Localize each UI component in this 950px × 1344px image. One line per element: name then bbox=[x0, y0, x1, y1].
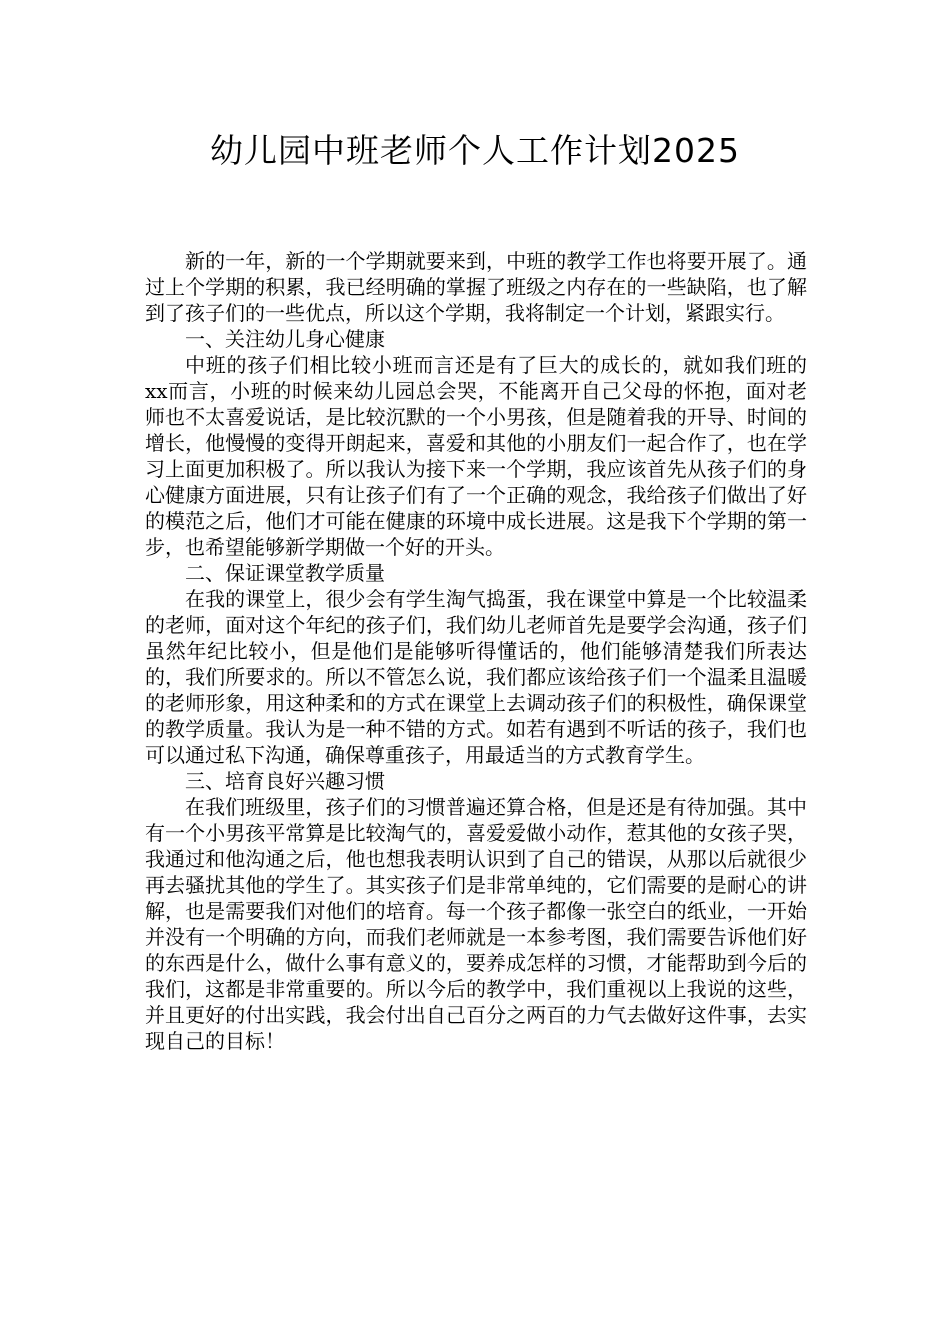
section-paragraph-2: 在我的课堂上，很少会有学生淘气捣蛋，我在课堂中算是一个比较温柔的老师，面对这个年纪的孩子们，我们幼儿老师首先是要学会沟通，孩子们虽然年纪比较小，但是他们是能够听得懂话的，他们能够清楚我们所表达的，我们所要求的。所以不管怎么说，我们都应该给孩子们一个温柔且温暖的老师形象，用这种柔和的方式在课堂上去调动孩子们的积极性，确保课堂的教学质量。我认为是一种不错的方式。如若有遇到不听话的孩子，我们也可以通过私下沟通，确保尊重孩子，用最适当的方式教育学生。 bbox=[145, 587, 807, 767]
section-paragraph-3: 在我们班级里，孩子们的习惯普遍还算合格，但是还是有待加强。其中有一个小男孩平常算是比较淘气的，喜爱爱做小动作，惹其他的女孩子哭，我通过和他沟通之后，他也想我表明认识到了自己的错误，从那以后就很少再去骚扰其他的学生了。其实孩子们是非常单纯的，它们需要的是耐心的讲解，也是需要我们对他们的培育。每一个孩子都像一张空白的纸业，一开始并没有一个明确的方向，而我们老师就是一本参考图，我们需要告诉他们好的东西是什么，做什么事有意义的，要养成怎样的习惯，才能帮助到今后的我们，这都是非常重要的。所以今后的教学中，我们重视以上我说的这些，并且更好的付出实践，我会付出自己百分之两百的力气去做好这件事，去实现自己的目标！ bbox=[145, 795, 807, 1053]
section-heading-1: 一、关注幼儿身心健康 bbox=[185, 327, 385, 351]
document-title: 幼儿园中班老师个人工作计划2025 bbox=[210, 131, 740, 170]
intro-paragraph: 新的一年，新的一个学期就要来到，中班的教学工作也将要开展了。通过上个学期的积累，我已经明确的掌握了班级之内存在的一些缺陷，也了解到了孩子们的一些优点，所以这个学期，我将制定一个计划，紧跟实行。 bbox=[145, 249, 807, 325]
document-body bbox=[145, 248, 807, 1054]
section-heading-3: 三、培育良好兴趣习惯 bbox=[185, 769, 385, 793]
section-heading-2: 二、保证课堂教学质量 bbox=[185, 561, 385, 585]
section-paragraph-1: 中班的孩子们相比较小班而言还是有了巨大的成长的，就如我们班的xx而言，小班的时候来幼儿园总会哭，不能离开自己父母的怀抱，面对老师也不太喜爱说话，是比较沉默的一个小男孩，但是随着我的开导、时间的增长，他慢慢的变得开朗起来，喜爱和其他的小朋友们一起合作了，也在学习上面更加积极了。所以我认为接下来一个学期，我应该首先从孩子们的身心健康方面进展，只有让孩子们有了一个正确的观念，我给孩子们做出了好的模范之后，他们才可能在健康的环境中成长进展。这是我下个学期的第一步，也希望能够新学期做一个好的开头。 bbox=[145, 353, 807, 559]
